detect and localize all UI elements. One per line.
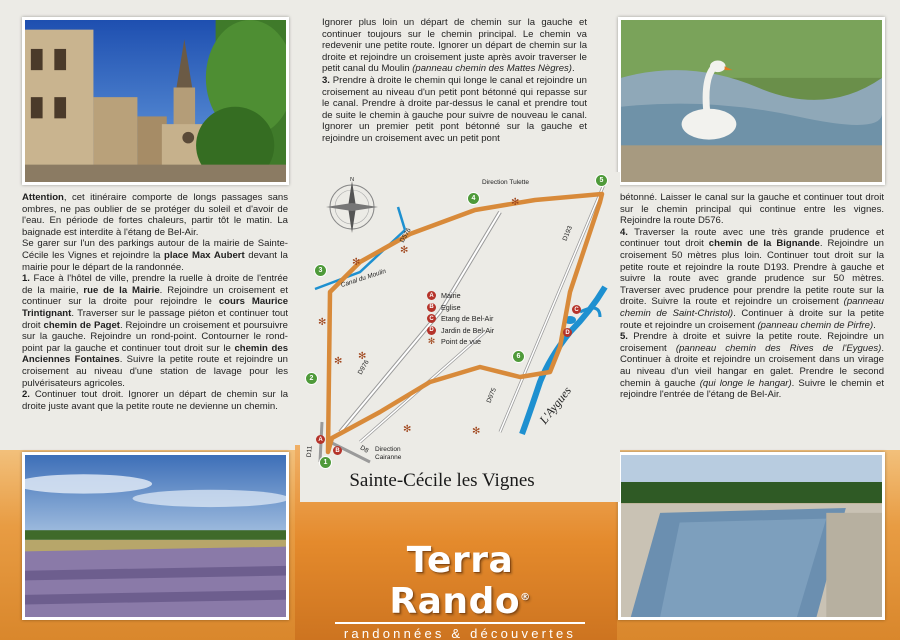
swan-photo bbox=[618, 17, 885, 185]
map-legend bbox=[427, 290, 494, 348]
poi-marker: C bbox=[572, 305, 581, 314]
legend-item: A Mairie bbox=[427, 290, 494, 302]
road-label: D976 bbox=[356, 359, 371, 376]
viewpoint-icon: ✻ bbox=[511, 197, 520, 208]
step-2-number: 2. bbox=[22, 389, 30, 401]
waypoint-marker: 1 bbox=[319, 456, 332, 469]
road-label: D8 bbox=[358, 444, 370, 455]
viewpoint-icon: ✻ bbox=[427, 336, 436, 347]
legend-item: ✻ Point de vue bbox=[427, 336, 481, 347]
viewpoint-icon: ✻ bbox=[358, 351, 367, 362]
terra-rando-logo: Terra Rando® randonnées & découvertes bbox=[330, 540, 590, 640]
road-label: D11 bbox=[305, 445, 314, 458]
attention-label: Attention bbox=[22, 192, 64, 203]
middle-text-column: Ignorer plus loin un départ de chemin sur la gauche et continuer toujours sur le chemin principal. Le chemin va redevenir une petite route. Ignorer un départ de chemin sur la droite et rejoindre un croisement juste après avoir traverser le petit canal du Moulin (panneau chemin des Mattes Nègres). 3. Prendre à droite le chemin qui longe le canal et rejoindre un croisement au niveau d'un petit pont bétonné qui repasse sur le canal. Prendre à droite par-dessus le canal et prendre tout de suite le chemin à gauche pour suivre de nouveau le canal. Ignorer un premier petit pont bétonné sur la gauche et rejoindre un croisement avec un petit pont bbox=[322, 17, 587, 144]
road-label: D193 bbox=[561, 224, 574, 243]
direction-cairanne-label: Direction Cairanne bbox=[375, 446, 402, 461]
step-4-number: 4. bbox=[620, 226, 628, 238]
river-photo bbox=[618, 452, 885, 620]
poi-marker: D bbox=[563, 328, 572, 337]
brand-name: Terra Rando bbox=[389, 540, 521, 622]
left-text-column: Attention, cet itinéraire comporte de longs passages sans ombres, ne pas oublier de se protéger du soleil et d'avoir de l'eau. En période de fortes chaleurs, partir tôt le matin. La baignade est interdite à l'étang de Bel-Air. Se garer sur l'un des parkings autour de la mairie de Sainte-Cécile les Vignes et rejoindre la place Max Aubert devant la mairie pour le départ de la randonnée. 1. Face à l'hôtel de ville, prendre la ruelle à droite de l'entrée de la mairie, rue de la Mairie. Rejoindre un croisement et continuer sur la droite pour rejoindre le cours Maurice Trintignant. Traverser sur le passage piéton et continuer tout droit chemin de Paget. Rejoindre un croisement et poursuivre sur la gauche. Rejoindre un rond-point. Contourner le rond-point par la gauche et continuer tout droit sur le chemin des Anciennes Fontaines. Suivre la petite route et rejoindre un croisement au niveau d'une station de lavage pour les pulvérisateurs agricoles. 2. Continuer tout droit. Ignorer un départ de chemin sur la droite juste avant que la petite route ne devienne un chemin. bbox=[22, 192, 289, 412]
step-1-number: 1. bbox=[22, 273, 30, 285]
right-text-column: bétonné. Laisser le canal sur la gauche et continuer tout droit sur le chemin principal qui continue entre les vignes. Rejoindre la route D576. 4. Traverser la route avec une très grande prudence et continuer tout droit chemin de la Bignande. Rejoindre un croisement 50 mètres plus loin. Continuer tout droit sur la petite route et rejoindre la route D193. Prendre à gauche et suivre la route avec grande prudence sur 50 mètres. Traverser avec prudence pour prendre la petite route sur la droite. Suivre la route et rejoindre un croisement (panneau chemin de Saint-Christol). Continuer à droite sur la petite route et rejoindre un croisement (panneau chemin de Pirfre). 5. Prendre à droite et suivre la petite route. Rejoindre un croisement (panneau chemin des Rives de l'Eygues). Continuer à droite et rejoindre un croisement dans un virage au niveau d'un vieil hangar en galet. Prendre le second chemin à gauche (qui longe le hangar). Suivre le chemin et rejoindre l'entrée de l'étang de Bel-Air. bbox=[620, 192, 885, 401]
legend-item: D Jardin de Bel-Air bbox=[427, 325, 494, 337]
road-label: D975 bbox=[485, 386, 498, 405]
viewpoint-icon: ✻ bbox=[318, 317, 327, 328]
river-label: L'Aygues bbox=[536, 383, 575, 427]
poi-marker: A bbox=[316, 435, 325, 444]
viewpoint-icon: ✻ bbox=[400, 245, 409, 256]
poi-marker: B bbox=[333, 446, 342, 455]
step-3-number: 3. bbox=[322, 74, 330, 86]
brand-tagline: randonnées & découvertes bbox=[343, 626, 577, 640]
village-church-photo bbox=[22, 17, 289, 185]
legend-item: C Etang de Bel-Air bbox=[427, 313, 494, 325]
compass-rose-icon bbox=[322, 177, 382, 237]
step-5-number: 5. bbox=[620, 331, 628, 343]
direction-tulette-label: Direction Tulette bbox=[482, 179, 529, 186]
waypoint-marker: 6 bbox=[512, 350, 525, 363]
svg-text:N: N bbox=[349, 177, 355, 183]
lavender-field-photo bbox=[22, 452, 289, 620]
viewpoint-icon: ✻ bbox=[472, 426, 481, 437]
waypoint-marker: 4 bbox=[467, 192, 480, 205]
waypoint-marker: 3 bbox=[314, 264, 327, 277]
viewpoint-icon: ✻ bbox=[334, 356, 343, 367]
brand-divider bbox=[335, 622, 585, 624]
viewpoint-icon: ✻ bbox=[352, 257, 361, 268]
waypoint-marker: 5 bbox=[595, 174, 608, 187]
waypoint-marker: 2 bbox=[305, 372, 318, 385]
road-label: D576 bbox=[398, 227, 413, 244]
viewpoint-icon: ✻ bbox=[403, 424, 412, 435]
canal-label: Canal du Moulin bbox=[340, 267, 387, 290]
map-title: Sainte-Cécile les Vignes bbox=[349, 470, 535, 491]
legend-item: B Eglise bbox=[427, 302, 494, 314]
